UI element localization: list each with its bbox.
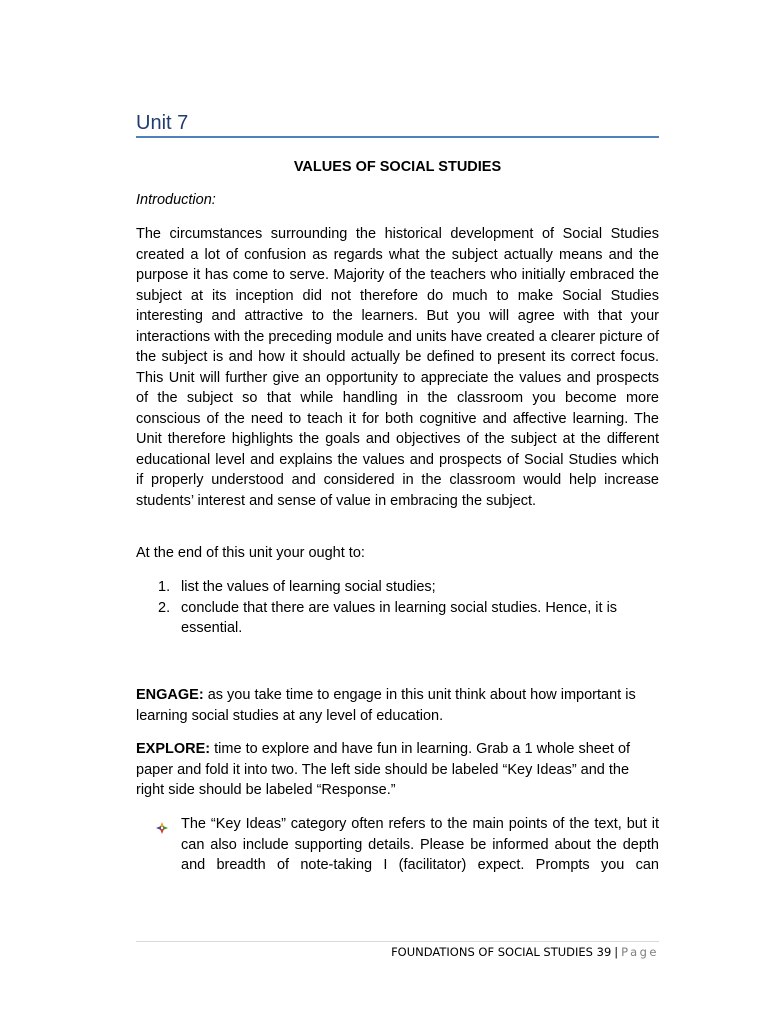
unit-title: Unit 7 — [136, 112, 189, 134]
intro-paragraph: The circumstances surrounding the historical development of Social Studies created a lot of confusion as regards what the subject actually means and the purpose it has come to serve. Majority of the teachers who initially embraced the subject at its inception did not therefore do much to make Social Studies interesting and attractive to the learners. But you will agree with that your interactions with the preceding module and units have created a clearer picture of the subject is and how it should actually be defined to present its correct focus. This Unit will further give an opportunity to appreciate the values and prospects of the subject so that while handling in the classroom you become more conscious of the need to teach it for both cognitive and affective learning. The Unit therefore highlights the goals and objectives of the subject at the different educational level and explains the values and prospects of Social Studies which if properly understood and considered in the classroom would help increase students’ interest and sense of value in embracing the subject. — [136, 226, 659, 509]
footer-page-word: Page — [621, 945, 659, 959]
title-underline — [136, 136, 659, 138]
engage-label: ENGAGE: — [136, 687, 204, 703]
document-page — [136, 0, 659, 1024]
objectives-lead: At the end of this unit your ought to: — [136, 545, 365, 561]
list-item — [136, 577, 659, 598]
bullet-text: The “Key Ideas” category often refers to the main points of the text, but it can also include supporting details. Please be informed about the depth and breadth of note-taking I (facilitator) expect. Prompts you can — [181, 816, 659, 873]
list-number: 2. — [158, 599, 171, 616]
footer-separator: | — [614, 945, 619, 959]
objectives-list — [136, 577, 659, 639]
footer-title: FOUNDATIONS OF SOCIAL STUDIES — [391, 945, 593, 959]
intro-label: Introduction: — [136, 192, 216, 208]
explore-text: time to explore and have fun in learning. Grab a 1 whole sheet of paper and fold it into two. The left side should be labeled “Key Ideas” and the right side should be labeled “Response.” — [136, 741, 631, 798]
page-footer — [391, 944, 659, 960]
section-heading: VALUES OF SOCIAL STUDIES — [293, 159, 502, 175]
explore-label: EXPLORE: — [136, 741, 211, 757]
list-number: 1. — [158, 579, 171, 595]
footer-divider — [136, 941, 659, 942]
page-number: 39 — [596, 945, 612, 959]
list-item — [136, 598, 659, 639]
list-item-text: conclude that there are values in learning social studies. Hence, it is essential. — [181, 599, 618, 636]
explore-paragraph — [136, 739, 659, 801]
engage-text: as you take time to engage in this unit think about how important is learning social studies at any level of education. — [136, 687, 636, 724]
list-item-text: list the values of learning social studies; — [181, 579, 436, 595]
engage-paragraph — [136, 685, 659, 726]
four-color-arrow-bullet-icon — [156, 820, 168, 832]
